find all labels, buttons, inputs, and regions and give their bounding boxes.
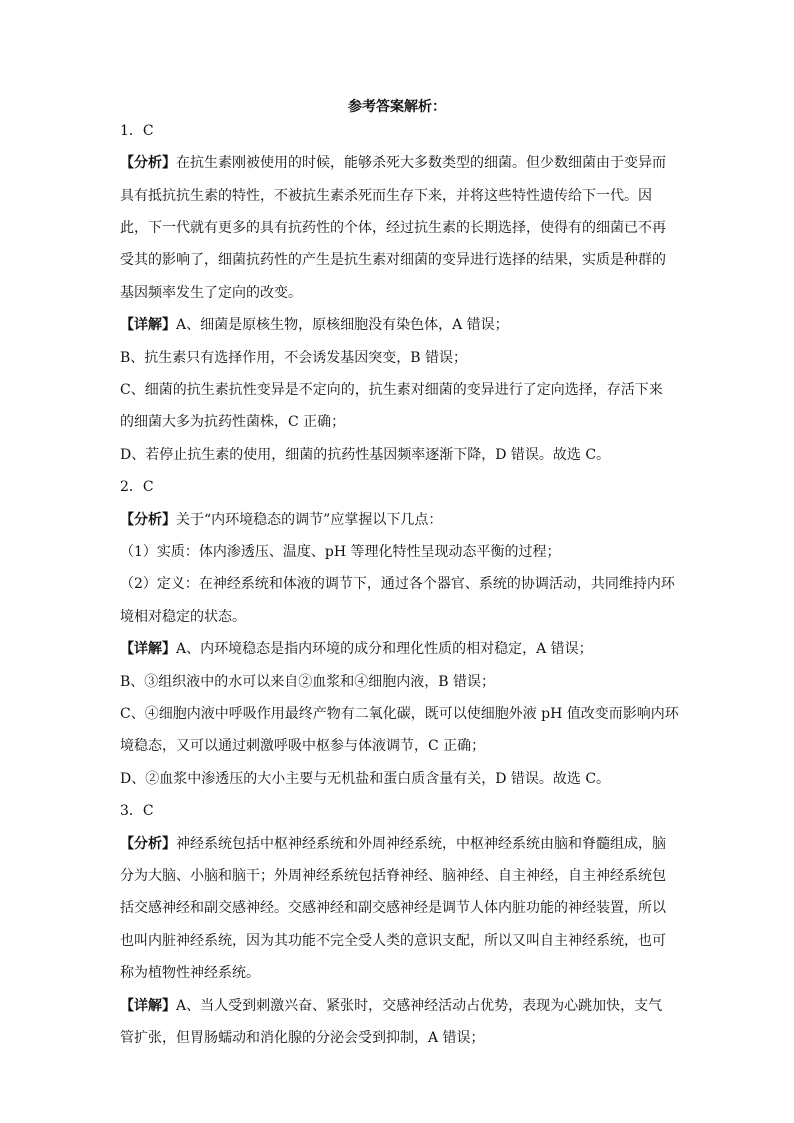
- detail-paragraph: 【详解】A、内环境稳态是指内环境的成分和理化性质的相对稳定，A 错误；: [120, 641, 593, 658]
- analysis-line: 括交感神经和副交感神经。交感神经和副交感神经是调节人体内脏功能的神经装置，所以: [120, 900, 666, 917]
- analysis-line: 分为大脑、小脑和脑干；外周神经系统包括脊神经、脑神经、自主神经，自主神经系统包: [120, 867, 666, 884]
- page-title: 参考答案解析：: [348, 99, 446, 115]
- detail-tag: 【详解】: [120, 997, 176, 1014]
- analysis-tag: 【分析】: [120, 511, 176, 528]
- detail-item: D、②血浆中渗透压的大小主要与无机盐和蛋白质含量有关，D 错误。故选 C。: [120, 770, 611, 787]
- analysis-line: 基因频率发生了定向的改变。: [120, 284, 302, 301]
- analysis-line: 【分析】在抗生素刚被使用的时候，能够杀死大多数类型的细菌。但少数细菌由于变异而: [120, 155, 666, 172]
- analysis-tag: 【分析】: [120, 835, 176, 852]
- analysis-line: 也叫内脏神经系统，因为其功能不完全受人类的意识支配，所以又叫自主神经系统，也可: [120, 932, 666, 949]
- detail-paragraph: 【详解】A、细菌是原核生物，原核细胞没有染色体，A 错误；: [120, 317, 509, 334]
- analysis-point: （2）定义：在神经系统和体液的调节下，通过各个器官、系统的协调活动，共同维持内环 境相对稳定的状态。: [120, 576, 675, 625]
- analysis-line: 称为植物性神经系统。: [120, 965, 260, 982]
- analysis-tag: 【分析】: [120, 155, 176, 172]
- analysis-paragraph: 【分析】关于“内环境稳态的调节”应掌握以下几点：: [120, 511, 443, 528]
- analysis-line: 受其的影响了，细菌抗药性的产生是抗生素对细菌的变异进行选择的结果，实质是种群的: [120, 252, 666, 269]
- analysis-line: 【分析】神经系统包括中枢神经系统和外周神经系统，中枢神经系统由脑和脊髓组成，脑: [120, 835, 666, 852]
- detail-paragraph: 【详解】A、当人受到刺激兴奋、紧张时，交感神经活动占优势，表现为心跳加快，支气 管扩张，但胃肠蠕动和消化腺的分泌会受到抑制，A 错误；: [120, 997, 663, 1047]
- detail-tag: 【详解】: [120, 641, 176, 658]
- analysis-point: （1）实质：体内渗透压、温度、pH 等理化特性呈现动态平衡的过程；: [120, 544, 561, 561]
- answer-content: [120, 121, 680, 1061]
- detail-tag: 【详解】: [120, 317, 176, 334]
- analysis-paragraph: [120, 828, 680, 990]
- detail-item: B、③组织液中的水可以来自②血浆和④细胞内液，B 错误；: [120, 673, 496, 690]
- detail-item: C、④细胞内液中呼吸作用最终产物有二氧化碳，既可以使细胞外液 pH 值改变而影响内环 境稳态，又可以通过刺激呼吸中枢参与体液调节，C 正确；: [120, 705, 679, 755]
- question-number: 3．C: [120, 803, 154, 820]
- question-number: 1．C: [120, 123, 154, 139]
- detail-item: B、抗生素只有选择作用，不会诱发基因突变，B 错误；: [120, 349, 468, 366]
- detail-item: C、细菌的抗生素抗性变异是不定向的，抗生素对细菌的变异进行了定向选择，存活下来 的细菌大多为抗药性菌株，C 正确；: [120, 382, 663, 431]
- detail-item: D、若停止抗生素的使用，细菌的抗药性基因频率逐渐下降，D 错误。故选 C。: [120, 447, 611, 464]
- analysis-line: 此，下一代就有更多的具有抗药性的个体，经过抗生素的长期选择，使得有的细菌已不再: [120, 220, 666, 237]
- analysis-line: 具有抵抗抗生素的特性，不被抗生素杀死而生存下来，并将这些特性遗传给下一代。因: [120, 187, 652, 204]
- analysis-paragraph: [120, 147, 680, 309]
- question-number: 2．C: [120, 479, 154, 496]
